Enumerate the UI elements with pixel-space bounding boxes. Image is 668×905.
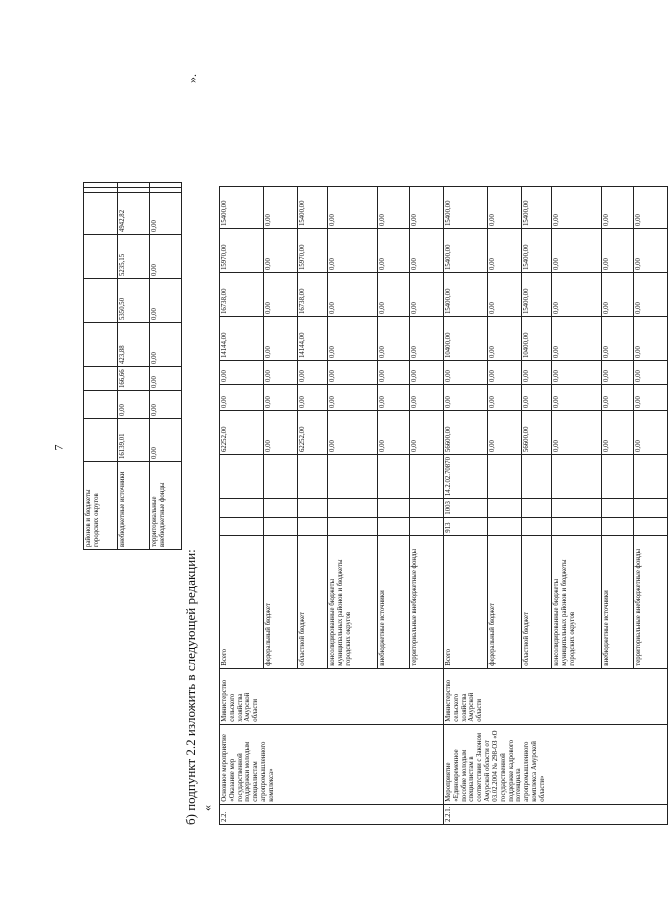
funding-value-cell: 14144,00: [298, 317, 328, 361]
top-table-value-cell: [150, 183, 182, 188]
section-number: 2.2.: [220, 804, 444, 824]
top-table-value-cell: [84, 235, 118, 279]
funding-value-cell: 0,00: [264, 411, 298, 455]
funding-value-cell: 0,00: [328, 385, 378, 411]
funding-value-cell: 0,00: [328, 411, 378, 455]
funding-value-cell: 15400,00: [522, 187, 552, 229]
top-table-value-cell: 4942,82: [118, 193, 150, 235]
funding-value-cell: 0,00: [410, 187, 444, 229]
section-executor: Министерство сельского хозяйства Амурской области: [444, 668, 668, 724]
top-table-source-label: внебюджетные источники: [118, 462, 150, 550]
funding-value-cell: 0,00: [298, 385, 328, 411]
funding-value-cell: 0,00: [410, 385, 444, 411]
funding-value-cell: 0,00: [378, 361, 410, 385]
funding-value-cell: 0,00: [264, 317, 298, 361]
budget-code-cell: [220, 517, 264, 535]
top-table-value-cell: [84, 391, 118, 419]
funding-value-cell: 10400,00: [522, 317, 552, 361]
funding-value-cell: 14144,00: [220, 317, 264, 361]
top-table-row: [84, 183, 118, 550]
section-name: Основное мероприятие «Оказание мер государственной поддержки молодым специалистам агропромышленного комплекса»: [220, 724, 444, 804]
top-table-value-cell: [150, 188, 182, 193]
budget-code-cell: [488, 499, 522, 518]
funding-source-label: федеральный бюджет: [264, 535, 298, 668]
top-table-source-label: районов и бюджеты городских округов: [84, 462, 118, 550]
top-table-value-cell: 166,66: [118, 367, 150, 391]
funding-value-cell: 15400,00: [220, 187, 264, 229]
budget-code-cell: [410, 455, 444, 499]
funding-value-cell: 0,00: [488, 361, 522, 385]
funding-value-cell: 0,00: [634, 361, 668, 385]
funding-value-cell: 16738,00: [220, 273, 264, 317]
funding-value-cell: 0,00: [488, 411, 522, 455]
budget-code-cell: [522, 499, 552, 518]
funding-value-cell: 0,00: [602, 385, 634, 411]
top-table-value-cell: [84, 183, 118, 188]
page-number: 7: [51, 444, 66, 451]
funding-value-cell: 0,00: [602, 317, 634, 361]
budget-code-cell: [488, 517, 522, 535]
section-name: Мероприятие «Единовременное пособие молодым специалистам в соответствии с Законом Амурской области от 03.02.2004 № 298-ОЗ «О государственной поддержке кадрового потенциала агропромышленного комплекса Амурской области»: [444, 724, 668, 804]
funding-value-cell: 0,00: [634, 187, 668, 229]
funding-value-cell: 0,00: [444, 385, 488, 411]
top-table-value-cell: 0,00: [150, 323, 182, 367]
funding-source-label: федеральный бюджет: [488, 535, 522, 668]
budget-code-cell: [552, 499, 602, 518]
funding-value-cell: 0,00: [488, 187, 522, 229]
funding-value-cell: 0,00: [378, 273, 410, 317]
funding-value-cell: 0,00: [552, 361, 602, 385]
funding-value-cell: 15400,00: [522, 229, 552, 273]
quote-close: ».: [185, 74, 199, 83]
funding-value-cell: 0,00: [552, 273, 602, 317]
top-table-value-cell: 0,00: [150, 279, 182, 323]
top-table-source-label: территориальные внебюджетные фонды: [150, 462, 182, 550]
top-table-value-cell: [84, 188, 118, 193]
funding-value-cell: 0,00: [444, 361, 488, 385]
budget-code-cell: [634, 517, 668, 535]
top-table-value-cell: 16139,01: [118, 419, 150, 462]
funding-value-cell: 15400,00: [444, 273, 488, 317]
section-number: 2.2.1.: [444, 804, 668, 824]
budget-code-cell: [378, 499, 410, 518]
top-table-value-cell: 0,00: [150, 193, 182, 235]
top-table-value-cell: 0,00: [150, 235, 182, 279]
top-table-value-cell: 0,00: [150, 419, 182, 462]
top-table-value-cell: 423,88: [118, 323, 150, 367]
budget-code-cell: [220, 455, 264, 499]
funding-source-label: областной бюджет: [522, 535, 552, 668]
funding-value-cell: 62252,00: [220, 411, 264, 455]
funding-source-label: Всего: [220, 535, 264, 668]
budget-code-cell: [634, 455, 668, 499]
funding-value-cell: 56600,00: [522, 411, 552, 455]
funding-value-cell: 15400,00: [522, 273, 552, 317]
budget-code-cell: [634, 499, 668, 518]
main-table-row: [444, 187, 488, 825]
budget-code-cell: [602, 499, 634, 518]
top-table-value-cell: [84, 193, 118, 235]
top-table-value-cell: 0,00: [118, 391, 150, 419]
funding-value-cell: 0,00: [378, 411, 410, 455]
funding-value-cell: 10400,00: [444, 317, 488, 361]
funding-value-cell: 0,00: [410, 229, 444, 273]
budget-code-cell: [552, 517, 602, 535]
budget-code-cell: [378, 455, 410, 499]
budget-code-cell: [488, 455, 522, 499]
funding-value-cell: 0,00: [552, 229, 602, 273]
funding-value-cell: 15400,00: [444, 187, 488, 229]
funding-value-cell: 0,00: [602, 187, 634, 229]
budget-code-cell: 14.2.02.70870: [444, 455, 488, 499]
funding-value-cell: 0,00: [378, 187, 410, 229]
funding-value-cell: 0,00: [378, 317, 410, 361]
budget-code-cell: [264, 499, 298, 518]
budget-code-cell: 913: [444, 517, 488, 535]
funding-value-cell: 0,00: [602, 229, 634, 273]
budget-code-cell: [220, 499, 264, 518]
funding-value-cell: 0,00: [634, 385, 668, 411]
funding-value-cell: 0,00: [410, 317, 444, 361]
budget-code-cell: [264, 517, 298, 535]
budget-code-cell: [328, 455, 378, 499]
budget-code-cell: [328, 499, 378, 518]
funding-value-cell: 62252,00: [298, 411, 328, 455]
funding-value-cell: 0,00: [522, 361, 552, 385]
funding-value-cell: 56600,00: [444, 411, 488, 455]
section-heading: б) подпункт 2.2 изложить в следующей редакции:: [183, 549, 198, 825]
funding-source-label: областной бюджет: [298, 535, 328, 668]
funding-value-cell: 0,00: [488, 317, 522, 361]
funding-value-cell: 15400,00: [298, 187, 328, 229]
budget-code-cell: [410, 517, 444, 535]
funding-value-cell: 0,00: [552, 385, 602, 411]
funding-value-cell: 15970,00: [220, 229, 264, 273]
funding-value-cell: 0,00: [220, 385, 264, 411]
funding-value-cell: 0,00: [602, 361, 634, 385]
budget-code-cell: [602, 517, 634, 535]
funding-value-cell: 0,00: [488, 385, 522, 411]
funding-value-cell: 15970,00: [298, 229, 328, 273]
budget-code-cell: [602, 455, 634, 499]
main-table-row: [220, 187, 264, 825]
budget-code-cell: [410, 499, 444, 518]
funding-value-cell: 0,00: [298, 361, 328, 385]
budget-code-cell: [328, 517, 378, 535]
top-table-row: [118, 183, 150, 550]
funding-value-cell: 0,00: [552, 317, 602, 361]
funding-value-cell: 0,00: [634, 411, 668, 455]
funding-value-cell: 0,00: [264, 229, 298, 273]
funding-value-cell: 0,00: [410, 411, 444, 455]
funding-value-cell: 0,00: [552, 187, 602, 229]
funding-source-label: консолидированные бюджеты муниципальных районов и бюджеты городских округов: [328, 535, 378, 668]
top-table-value-cell: [84, 279, 118, 323]
budget-code-cell: [522, 455, 552, 499]
funding-value-cell: 0,00: [328, 187, 378, 229]
funding-value-cell: 0,00: [378, 385, 410, 411]
budget-code-cell: 1003: [444, 499, 488, 518]
budget-code-cell: [264, 455, 298, 499]
funding-value-cell: 16738,00: [298, 273, 328, 317]
funding-value-cell: 0,00: [602, 411, 634, 455]
funding-value-cell: 0,00: [328, 317, 378, 361]
main-table: [219, 186, 668, 825]
funding-value-cell: 0,00: [634, 317, 668, 361]
funding-value-cell: 0,00: [602, 273, 634, 317]
funding-source-label: Всего: [444, 535, 488, 668]
top-table-value-cell: 5235,15: [118, 235, 150, 279]
budget-code-cell: [298, 455, 328, 499]
funding-source-label: территориальные внебюджетные фонды: [410, 535, 444, 668]
budget-code-cell: [298, 517, 328, 535]
funding-value-cell: 0,00: [264, 385, 298, 411]
top-table-value-cell: 0,00: [150, 367, 182, 391]
funding-value-cell: 0,00: [634, 273, 668, 317]
top-table-value-cell: [118, 183, 150, 188]
top-table-value-cell: [118, 188, 150, 193]
funding-value-cell: 0,00: [264, 187, 298, 229]
top-table-value-cell: [84, 367, 118, 391]
funding-value-cell: 0,00: [328, 361, 378, 385]
section-executor: Министерство сельского хозяйства Амурской области: [220, 668, 444, 724]
top-table-value-cell: 5350,50: [118, 279, 150, 323]
funding-value-cell: 0,00: [634, 229, 668, 273]
top-table-value-cell: [84, 419, 118, 462]
budget-code-cell: [522, 517, 552, 535]
funding-value-cell: 0,00: [488, 229, 522, 273]
funding-value-cell: 0,00: [522, 385, 552, 411]
budget-code-cell: [378, 517, 410, 535]
funding-source-label: внебюджетные источники: [378, 535, 410, 668]
funding-value-cell: 0,00: [220, 361, 264, 385]
funding-value-cell: 0,00: [264, 361, 298, 385]
top-table-value-cell: [84, 323, 118, 367]
top-table-value-cell: 0,00: [150, 391, 182, 419]
funding-source-label: внебюджетные источники: [602, 535, 634, 668]
funding-value-cell: 0,00: [328, 273, 378, 317]
funding-source-label: территориальные внебюджетные фонды: [634, 535, 668, 668]
funding-value-cell: 0,00: [488, 273, 522, 317]
funding-value-cell: 0,00: [378, 229, 410, 273]
budget-code-cell: [298, 499, 328, 518]
funding-value-cell: 0,00: [552, 411, 602, 455]
funding-value-cell: 0,00: [410, 361, 444, 385]
top-table-row: [150, 183, 182, 550]
budget-code-cell: [552, 455, 602, 499]
top-table-continuation: [83, 182, 182, 550]
funding-value-cell: 0,00: [328, 229, 378, 273]
funding-value-cell: 15400,00: [444, 229, 488, 273]
quote-open: «: [200, 805, 214, 811]
funding-value-cell: 0,00: [410, 273, 444, 317]
funding-value-cell: 0,00: [264, 273, 298, 317]
funding-source-label: консолидированные бюджеты муниципальных районов и бюджеты городских округов: [552, 535, 602, 668]
